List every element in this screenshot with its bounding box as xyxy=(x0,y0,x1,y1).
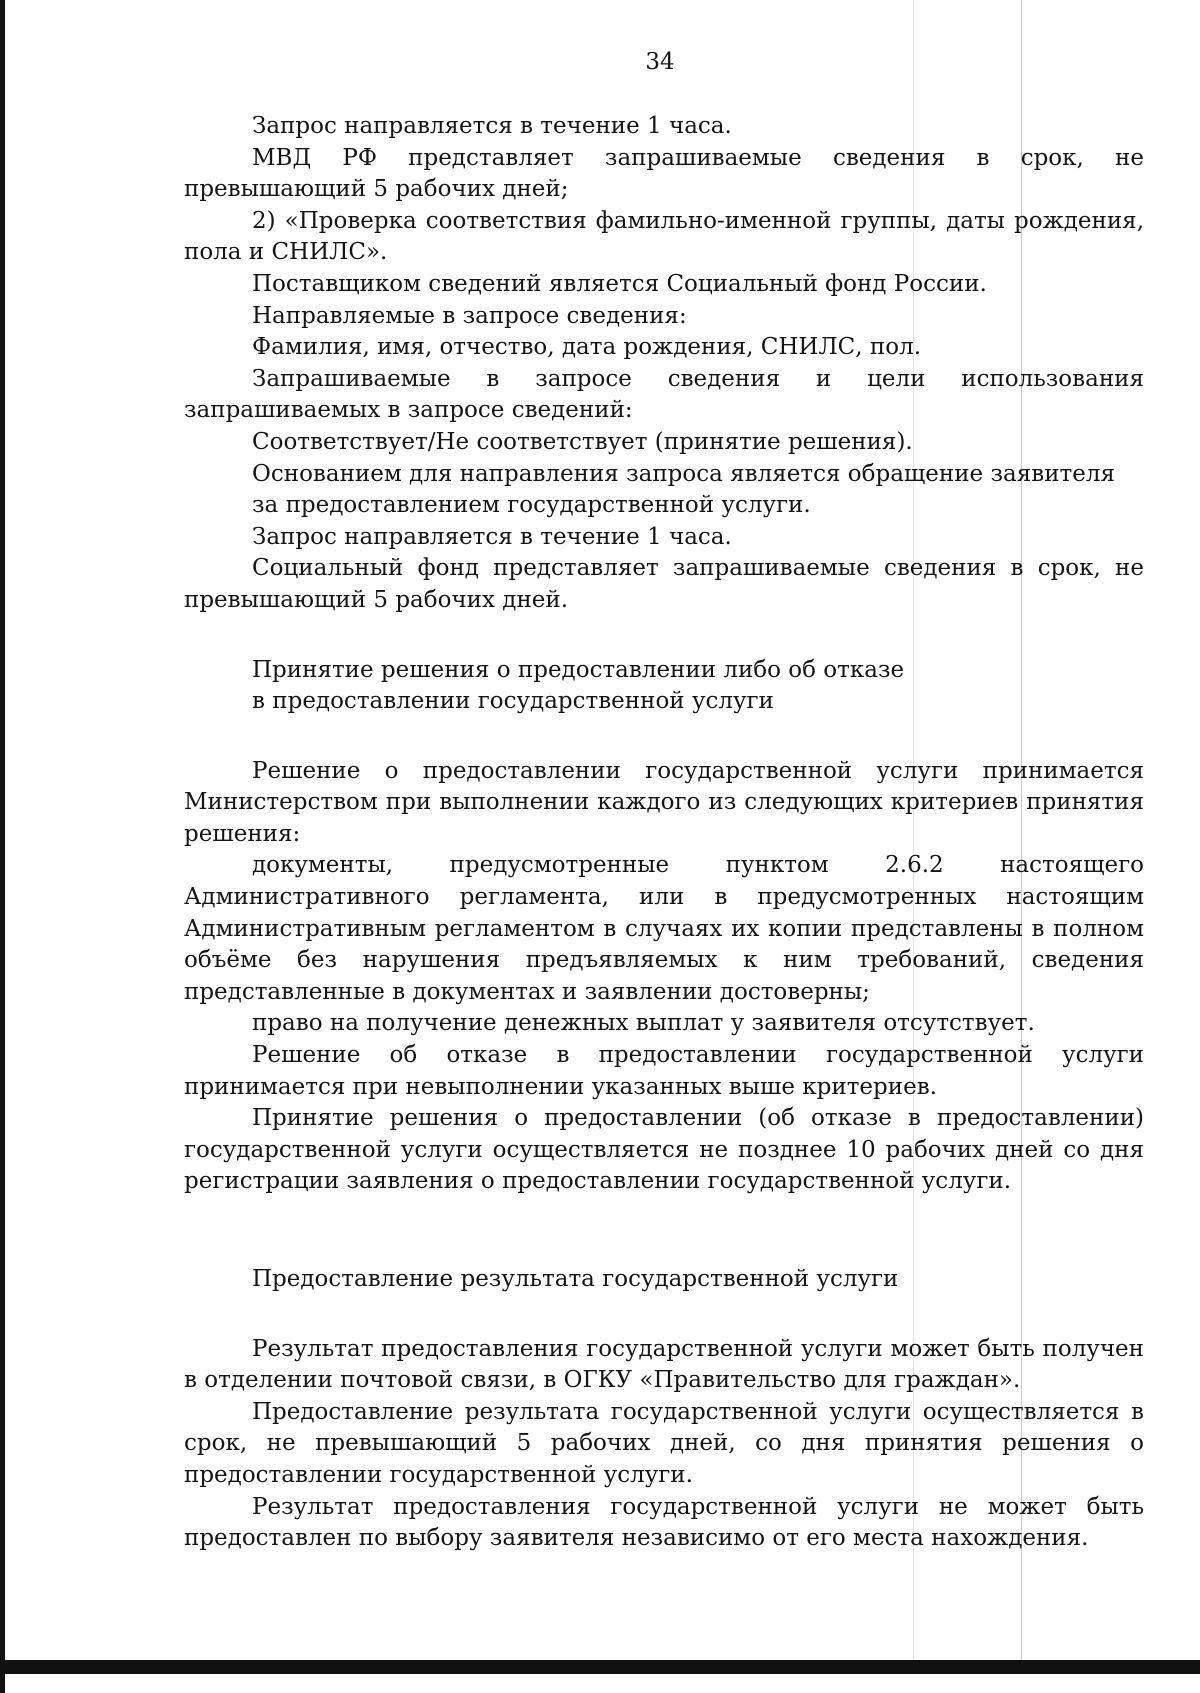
paragraph: МВД РФ представляет запрашиваемые сведения в срок, не превышающий 5 рабочих дней; xyxy=(184,144,1144,203)
spacer xyxy=(184,617,1144,655)
spacer xyxy=(184,1296,1144,1334)
section-heading: Принятие решения о предоставлении либо об отказе xyxy=(252,656,905,683)
paragraph: документы, предусмотренные пунктом 2.6.2 настоящего Административного регламента, или в предусмотренных настоящим Административным регламентом в случаях их копии представлены в полном объёме без нарушения предъявляемых к ним требований, сведения представленные в документах и заявлении достоверны; xyxy=(184,852,1144,1005)
spacer xyxy=(184,1198,1144,1264)
paragraph: Запрос направляется в течение 1 часа. xyxy=(252,523,732,550)
paragraph: Соответствует/Не соответствует (принятие решения). xyxy=(252,428,913,455)
scan-bottom-border xyxy=(0,1660,1200,1674)
paragraph: Поставщиком сведений является Социальный фонд России. xyxy=(252,270,987,297)
paragraph: 2) «Проверка соответствия фамильно-именной группы, даты рождения, пола и СНИЛС». xyxy=(184,207,1144,266)
paragraph: за предоставлением государственной услуги. xyxy=(252,492,811,519)
paragraph: Основанием для направления запроса является обращение заявителя xyxy=(252,460,1115,487)
paragraph: Направляемые в запросе сведения: xyxy=(252,302,687,329)
paragraph: Запрашиваемые в запросе сведения и цели использования запрашиваемых в запросе сведений: xyxy=(184,365,1144,424)
section-heading: Предоставление результата государственной услуги xyxy=(252,1266,899,1292)
paragraph: Решение об отказе в предоставлении государственной услуги принимается при невыполнении указанных выше критериев. xyxy=(184,1042,1144,1100)
scan-left-border xyxy=(0,0,5,1693)
paragraph: Решение о предоставлении государственной услуги принимается Министерством при выполнении каждого из следующих критериев принятия решения: xyxy=(184,757,1144,847)
paragraph: Результат предоставления государственной услуги не может быть предоставлен по выбору заявителя независимо от его места нахождения. xyxy=(184,1493,1144,1552)
paragraph: Предоставление результата государственной услуги осуществляется в срок, не превышающий 5 рабочих дней, со дня принятия решения о предоставлении государственной услуги. xyxy=(184,1398,1144,1488)
paragraph: Запрос направляется в течение 1 часа. xyxy=(252,113,732,139)
page-number: 34 xyxy=(645,49,675,75)
document-body xyxy=(184,111,1144,1555)
section-heading: в предоставлении государственной услуги xyxy=(252,688,774,715)
paragraph: Результат предоставления государственной услуги может быть получен в отделении почтовой связи, в ОГКУ «Правительство для граждан». xyxy=(184,1335,1144,1394)
paragraph: право на получение денежных выплат у заявителя отсутствует. xyxy=(252,1010,1035,1037)
spacer xyxy=(184,718,1144,756)
paragraph: Социальный фонд представляет запрашиваемые сведения в срок, не превышающий 5 рабочих дней. xyxy=(184,555,1144,613)
paragraph: Фамилия, имя, отчество, дата рождения, СНИЛС, пол. xyxy=(252,334,921,361)
paragraph: Принятие решения о предоставлении (об отказе в предоставлении) государственной услуги осуществляется не позднее 10 рабочих дней со дня регистрации заявления о предоставлении государственной услуги. xyxy=(184,1105,1144,1195)
